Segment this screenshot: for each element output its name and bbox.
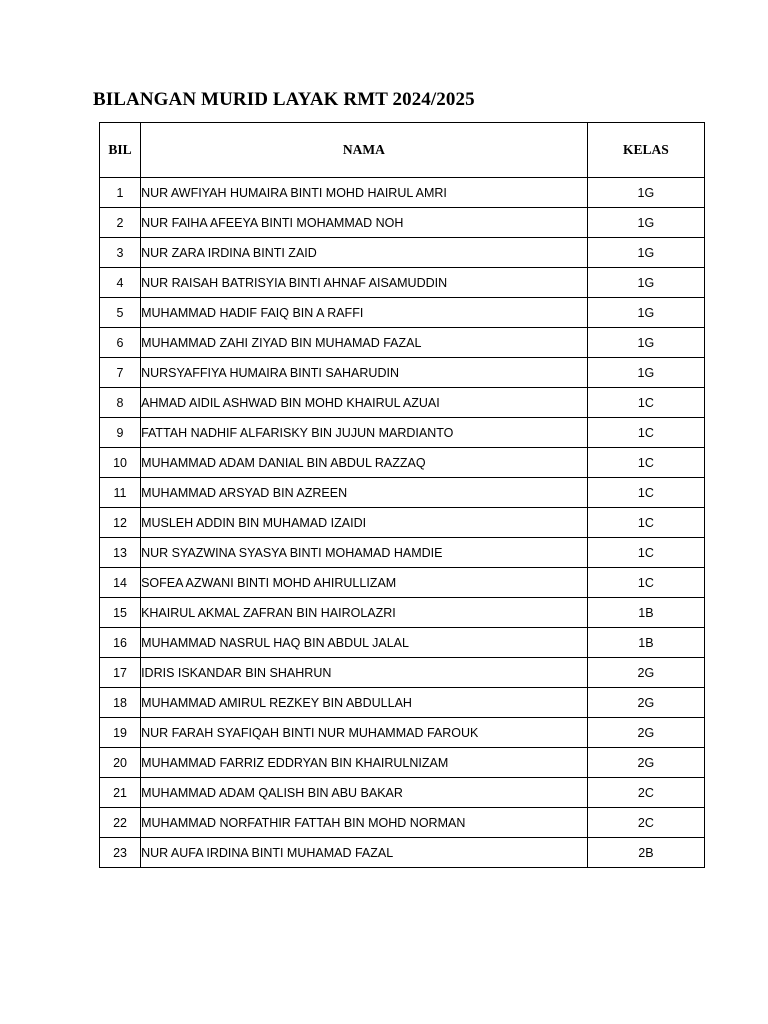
table-row (100, 388, 705, 418)
cell-bil: 14 (100, 568, 141, 598)
cell-kelas: 2C (587, 778, 704, 808)
page-title: BILANGAN MURID LAYAK RMT 2024/2025 (93, 89, 475, 110)
cell-nama: MUHAMMAD ARSYAD BIN AZREEN (141, 478, 588, 508)
table-row (100, 178, 705, 208)
cell-bil: 4 (100, 268, 141, 298)
cell-kelas: 1C (587, 568, 704, 598)
table-row (100, 418, 705, 448)
table-row (100, 268, 705, 298)
cell-bil: 22 (100, 808, 141, 838)
cell-nama: KHAIRUL AKMAL ZAFRAN BIN HAIROLAZRI (141, 598, 588, 628)
cell-bil: 21 (100, 778, 141, 808)
cell-nama: NUR SYAZWINA SYASYA BINTI MOHAMAD HAMDIE (141, 538, 588, 568)
cell-kelas: 1G (587, 358, 704, 388)
table-row (100, 328, 705, 358)
cell-nama: MUHAMMAD NORFATHIR FATTAH BIN MOHD NORMAN (141, 808, 588, 838)
cell-nama: SOFEA AZWANI BINTI MOHD AHIRULLIZAM (141, 568, 588, 598)
table-row (100, 748, 705, 778)
table-row (100, 238, 705, 268)
column-header-bil: BIL (100, 123, 141, 178)
cell-nama: NUR FAIHA AFEEYA BINTI MOHAMMAD NOH (141, 208, 588, 238)
cell-nama: MUHAMMAD AMIRUL REZKEY BIN ABDULLAH (141, 688, 588, 718)
cell-bil: 11 (100, 478, 141, 508)
cell-kelas: 1C (587, 478, 704, 508)
cell-kelas: 1B (587, 628, 704, 658)
cell-kelas: 1G (587, 328, 704, 358)
cell-kelas: 1C (587, 448, 704, 478)
cell-kelas: 2G (587, 718, 704, 748)
cell-bil: 12 (100, 508, 141, 538)
cell-bil: 18 (100, 688, 141, 718)
cell-bil: 17 (100, 658, 141, 688)
cell-kelas: 2B (587, 838, 704, 868)
table-row (100, 778, 705, 808)
cell-nama: NUR ZARA IRDINA BINTI ZAID (141, 238, 588, 268)
cell-bil: 9 (100, 418, 141, 448)
cell-kelas: 1G (587, 298, 704, 328)
table-row (100, 568, 705, 598)
cell-nama: NUR AWFIYAH HUMAIRA BINTI MOHD HAIRUL AMRI (141, 178, 588, 208)
cell-bil: 23 (100, 838, 141, 868)
table-row (100, 688, 705, 718)
table-row (100, 478, 705, 508)
cell-nama: FATTAH NADHIF ALFARISKY BIN JUJUN MARDIANTO (141, 418, 588, 448)
column-header-kelas: KELAS (587, 123, 704, 178)
cell-nama: MUHAMMAD ADAM DANIAL BIN ABDUL RAZZAQ (141, 448, 588, 478)
table-row (100, 298, 705, 328)
table-row (100, 448, 705, 478)
cell-kelas: 1G (587, 238, 704, 268)
cell-kelas: 1B (587, 598, 704, 628)
cell-kelas: 1C (587, 538, 704, 568)
cell-nama: MUSLEH ADDIN BIN MUHAMAD IZAIDI (141, 508, 588, 538)
cell-bil: 6 (100, 328, 141, 358)
table-row (100, 538, 705, 568)
cell-kelas: 2G (587, 688, 704, 718)
cell-bil: 1 (100, 178, 141, 208)
column-header-nama: NAMA (141, 123, 588, 178)
table-row (100, 628, 705, 658)
cell-bil: 15 (100, 598, 141, 628)
table-row (100, 838, 705, 868)
cell-nama: MUHAMMAD HADIF FAIQ BIN A RAFFI (141, 298, 588, 328)
cell-kelas: 2C (587, 808, 704, 838)
student-table (99, 122, 705, 868)
cell-nama: NUR FARAH SYAFIQAH BINTI NUR MUHAMMAD FAROUK (141, 718, 588, 748)
cell-kelas: 2G (587, 658, 704, 688)
cell-kelas: 1C (587, 418, 704, 448)
cell-kelas: 2G (587, 748, 704, 778)
cell-bil: 5 (100, 298, 141, 328)
cell-bil: 2 (100, 208, 141, 238)
cell-kelas: 1C (587, 508, 704, 538)
table-row (100, 208, 705, 238)
cell-nama: IDRIS ISKANDAR BIN SHAHRUN (141, 658, 588, 688)
cell-nama: MUHAMMAD ZAHI ZIYAD BIN MUHAMAD FAZAL (141, 328, 588, 358)
cell-bil: 8 (100, 388, 141, 418)
cell-bil: 20 (100, 748, 141, 778)
cell-bil: 16 (100, 628, 141, 658)
cell-kelas: 1C (587, 388, 704, 418)
cell-nama: NUR RAISAH BATRISYIA BINTI AHNAF AISAMUDDIN (141, 268, 588, 298)
cell-kelas: 1G (587, 178, 704, 208)
cell-bil: 7 (100, 358, 141, 388)
table-row (100, 718, 705, 748)
cell-nama: MUHAMMAD NASRUL HAQ BIN ABDUL JALAL (141, 628, 588, 658)
cell-bil: 19 (100, 718, 141, 748)
cell-nama: AHMAD AIDIL ASHWAD BIN MOHD KHAIRUL AZUAI (141, 388, 588, 418)
table-row (100, 358, 705, 388)
table-row (100, 808, 705, 838)
table-row (100, 658, 705, 688)
cell-kelas: 1G (587, 208, 704, 238)
cell-bil: 13 (100, 538, 141, 568)
table-body (100, 178, 705, 868)
table-row (100, 598, 705, 628)
cell-nama: MUHAMMAD FARRIZ EDDRYAN BIN KHAIRULNIZAM (141, 748, 588, 778)
cell-nama: MUHAMMAD ADAM QALISH BIN ABU BAKAR (141, 778, 588, 808)
cell-nama: NURSYAFFIYA HUMAIRA BINTI SAHARUDIN (141, 358, 588, 388)
table-row (100, 508, 705, 538)
cell-kelas: 1G (587, 268, 704, 298)
cell-bil: 3 (100, 238, 141, 268)
cell-bil: 10 (100, 448, 141, 478)
cell-nama: NUR AUFA IRDINA BINTI MUHAMAD FAZAL (141, 838, 588, 868)
table-header-row (100, 123, 705, 178)
